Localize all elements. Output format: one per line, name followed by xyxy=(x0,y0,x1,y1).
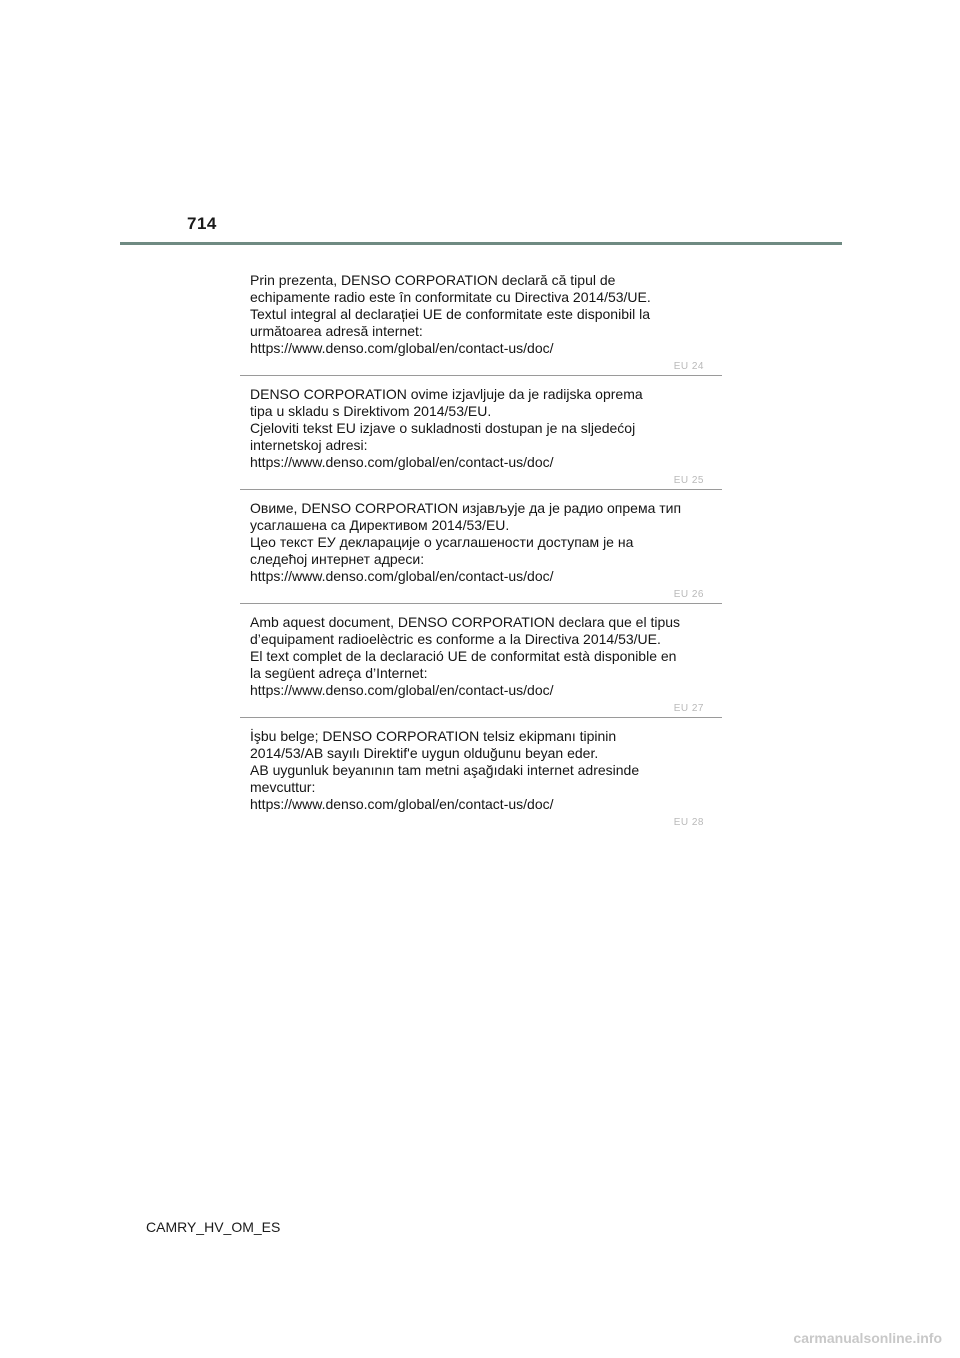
declaration-section-eu26 xyxy=(240,498,722,612)
declaration-line: El text complet de la declaració UE de conformitat està disponible en xyxy=(250,648,677,664)
section-divider xyxy=(240,603,722,604)
declaration-line: la següent adreça d’Internet: xyxy=(250,665,428,681)
declaration-url: https://www.denso.com/global/en/contact-us/doc/ xyxy=(250,340,554,356)
declaration-section-eu25 xyxy=(240,384,722,498)
declaration-line: AB uygunluk beyanının tam metni aşağıdaki internet adresinde xyxy=(250,762,640,778)
section-code: EU 26 xyxy=(673,589,704,600)
section-code: EU 27 xyxy=(673,703,704,714)
declaration-line: İşbu belge; DENSO CORPORATION telsiz ekipmanı tipinin xyxy=(250,728,617,744)
document-id: CAMRY_HV_OM_ES xyxy=(146,1219,281,1235)
section-code: EU 25 xyxy=(673,475,704,486)
declaration-list xyxy=(240,270,722,840)
declaration-line: следећој интернет адреси: xyxy=(250,551,425,567)
declaration-url: https://www.denso.com/global/en/contact-us/doc/ xyxy=(250,796,554,812)
declaration-line: mevcuttur: xyxy=(250,779,316,795)
declaration-text xyxy=(240,270,722,357)
section-code: EU 28 xyxy=(673,817,704,828)
declaration-url: https://www.denso.com/global/en/contact-us/doc/ xyxy=(250,568,554,584)
declaration-text xyxy=(240,612,722,699)
declaration-text xyxy=(240,498,722,585)
site-watermark: carmanualsonline.info xyxy=(793,1330,942,1346)
declaration-line: Цео текст ЕУ декларације о усаглашености доступам је на xyxy=(250,534,634,550)
declaration-line: Cjeloviti tekst EU izjave o sukladnosti dostupan je na sljedećoj xyxy=(250,420,636,436)
declaration-section-eu28 xyxy=(240,726,722,840)
declaration-line: internetskoj adresi: xyxy=(250,437,368,453)
declaration-line: tipa u skladu s Direktivom 2014/53/EU. xyxy=(250,403,492,419)
declaration-line: 2014/53/AB sayılı Direktif'e uygun olduğunu beyan eder. xyxy=(250,745,599,761)
section-divider xyxy=(240,375,722,376)
declaration-line: усаглашена са Директивом 2014/53/EU. xyxy=(250,517,510,533)
declaration-section-eu24 xyxy=(240,270,722,384)
declaration-text xyxy=(240,726,722,813)
page-number: 714 xyxy=(187,214,217,233)
declaration-line: Textul integral al declarației UE de conformitate este disponibil la xyxy=(250,306,650,322)
declaration-url: https://www.denso.com/global/en/contact-us/doc/ xyxy=(250,682,554,698)
header-rule xyxy=(120,242,842,245)
declaration-section-eu27 xyxy=(240,612,722,726)
declaration-line: următoarea adresă internet: xyxy=(250,323,423,339)
section-code: EU 24 xyxy=(673,361,704,372)
section-divider xyxy=(240,717,722,718)
declaration-line: DENSO CORPORATION ovime izjavljuje da je radijska oprema xyxy=(250,386,643,402)
declaration-text xyxy=(240,384,722,471)
declaration-url: https://www.denso.com/global/en/contact-us/doc/ xyxy=(250,454,554,470)
declaration-line: Овиме, DENSO CORPORATION изјављује да је радио опрема тип xyxy=(250,500,682,516)
section-divider xyxy=(240,489,722,490)
declaration-line: echipamente radio este în conformitate cu Directiva 2014/53/UE. xyxy=(250,289,651,305)
declaration-line: Prin prezenta, DENSO CORPORATION declară că tipul de xyxy=(250,272,616,288)
declaration-line: Amb aquest document, DENSO CORPORATION declara que el tipus xyxy=(250,614,681,630)
declaration-line: d’equipament radioelèctric es conforme a la Directiva 2014/53/UE. xyxy=(250,631,661,647)
